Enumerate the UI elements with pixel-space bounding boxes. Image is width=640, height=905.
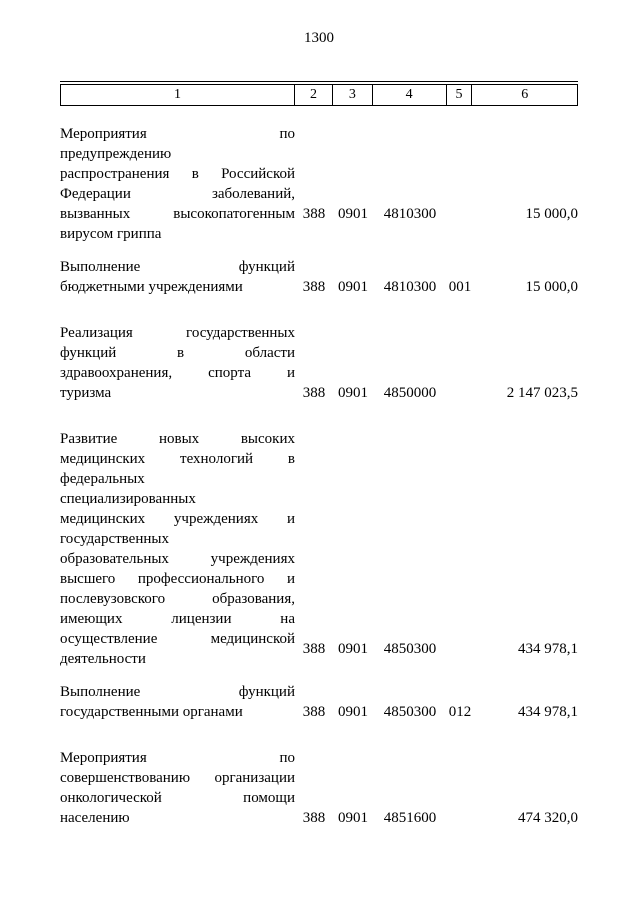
- text-line: имеющих лицензии на: [60, 611, 295, 627]
- text-line: Развитие новых высоких: [60, 431, 295, 447]
- row-text: [60, 682, 295, 722]
- text-line: вызванных высокопатогенным: [60, 206, 295, 222]
- cell-code-3: 0901: [338, 704, 368, 720]
- text-line: образовательных учреждениях: [60, 551, 295, 567]
- text-line: функций в области: [60, 345, 295, 361]
- table-row: [60, 124, 578, 244]
- text-line: Реализация государственных: [60, 325, 295, 341]
- cell-amount: 15 000,0: [525, 206, 578, 222]
- cell-amount: 15 000,0: [525, 279, 578, 295]
- header-cell-2: 2: [295, 85, 333, 105]
- table-row: [60, 323, 578, 403]
- cell-code-4: 4850000: [383, 385, 437, 401]
- table-row: [60, 748, 578, 828]
- text-line: высшего профессионального и: [60, 571, 295, 587]
- text-line: предупреждению: [60, 146, 172, 162]
- text-line: медицинских технологий в: [60, 451, 295, 467]
- header-cell-4: 4: [373, 85, 447, 105]
- text-line: бюджетными учреждениями: [60, 279, 243, 295]
- cell-amount: 434 978,1: [518, 704, 578, 720]
- cell-code-3: 0901: [338, 641, 368, 657]
- text-line: осуществление медицинской: [60, 631, 295, 647]
- text-line: государственными органами: [60, 704, 243, 720]
- cell-code-2: 388: [302, 810, 326, 826]
- cell-code-4: 4850300: [383, 641, 437, 657]
- header-cell-5: 5: [447, 85, 473, 105]
- text-line: Выполнение функций: [60, 684, 295, 700]
- text-line: медицинских учреждениях и: [60, 511, 295, 527]
- cell-code-3: 0901: [338, 206, 368, 222]
- cell-code-4: 4851600: [383, 810, 437, 826]
- budget-table-body: [60, 124, 578, 828]
- table-row: [60, 429, 578, 669]
- table-row: [60, 257, 578, 297]
- cell-code-5: 001: [448, 279, 472, 295]
- cell-code-4: 4810300: [383, 279, 437, 295]
- text-line: вирусом гриппа: [60, 226, 162, 242]
- text-line: деятельности: [60, 651, 146, 667]
- text-line: федеральных: [60, 471, 145, 487]
- cell-code-3: 0901: [338, 279, 368, 295]
- text-line: государственных: [60, 531, 169, 547]
- cell-amount: 2 147 023,5: [506, 385, 578, 401]
- cell-code-5: [447, 659, 473, 669]
- row-text: [60, 124, 295, 244]
- table-header-row: [60, 84, 578, 106]
- budget-table-header: [60, 81, 578, 106]
- text-line: специализированных: [60, 491, 196, 507]
- text-line: Выполнение функций: [60, 259, 295, 275]
- cell-code-5: 012: [448, 704, 472, 720]
- cell-code-2: 388: [302, 206, 326, 222]
- text-line: здравоохранения, спорта и: [60, 365, 295, 381]
- row-text: [60, 429, 295, 669]
- row-text: [60, 748, 295, 828]
- cell-amount: 434 978,1: [518, 641, 578, 657]
- text-line: онкологической помощи: [60, 790, 295, 806]
- page-number: 1300: [304, 30, 334, 46]
- text-line: распространения в Российской: [60, 166, 295, 182]
- row-text: [60, 257, 295, 297]
- text-line: послевузовского образования,: [60, 591, 295, 607]
- cell-code-4: 4810300: [383, 206, 437, 222]
- cell-code-2: 388: [302, 385, 326, 401]
- cell-code-2: 388: [302, 279, 326, 295]
- text-line: туризма: [60, 385, 112, 401]
- text-line: населению: [60, 810, 130, 826]
- cell-code-2: 388: [302, 641, 326, 657]
- text-line: Мероприятия по: [60, 126, 295, 142]
- cell-code-4: 4850300: [383, 704, 437, 720]
- cell-code-5: [447, 224, 473, 244]
- header-cell-3: 3: [333, 85, 373, 105]
- cell-code-3: 0901: [338, 810, 368, 826]
- header-cell-1: 1: [61, 85, 295, 105]
- cell-amount: 474 320,0: [518, 810, 578, 826]
- text-line: Федерации заболеваний,: [60, 186, 295, 202]
- text-line: совершенствованию организации: [60, 770, 295, 786]
- row-text: [60, 323, 295, 403]
- cell-code-3: 0901: [338, 385, 368, 401]
- cell-code-2: 388: [302, 704, 326, 720]
- header-cell-6: 6: [521, 87, 529, 102]
- text-line: Мероприятия по: [60, 750, 295, 766]
- table-row: [60, 682, 578, 722]
